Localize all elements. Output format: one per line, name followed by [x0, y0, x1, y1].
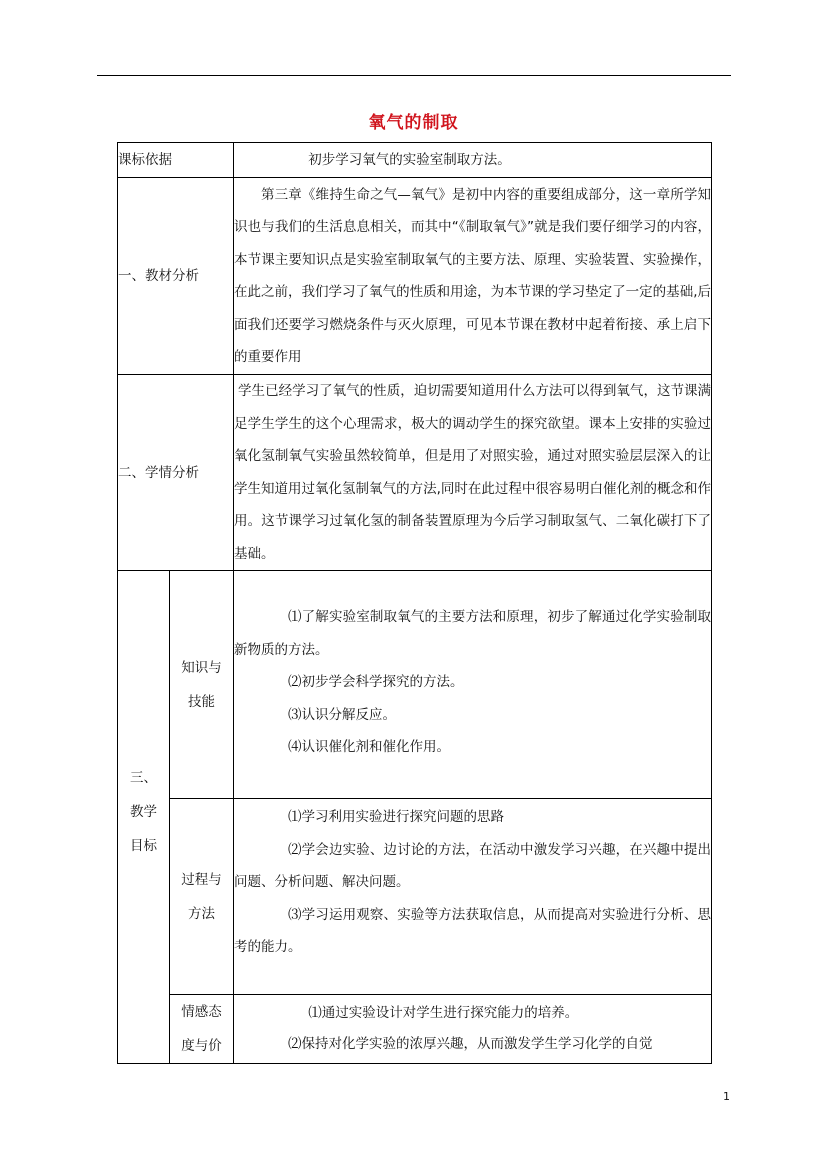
knowledge-item: ⑷认识催化剂和催化作用。 [288, 739, 450, 755]
document-title: 氧气的制取 [368, 113, 459, 133]
knowledge-label-1: 知识与 [181, 659, 222, 676]
table-row-standard [118, 143, 712, 178]
table-row-knowledge [118, 571, 712, 799]
table-row-textbook-analysis [118, 178, 712, 375]
teaching-goals-label-3: 目标 [130, 838, 157, 854]
process-item: ⑴学习利用实验进行探究问题的思路 [288, 809, 504, 825]
table-row-student-analysis [118, 375, 712, 571]
textbook-analysis-text: 第三章《维持生命之气—氧气》是初中内容的重要组成部分，这一章所学知识也与我们的生活息息相关，而其中“《制取氧气》”就是我们要仔细学习的内容，本节课主要知识点是实验室制取氧气的主要方法、原理、实验装置、实验操作，在此之前，我们学习了氧气的性质和用途，为本节课的学习垫定了一定的基础,后面我们还要学习燃烧条件与灭火原理，可见本节课在教材中起着衔接、承上启下的重要作用 [234, 186, 711, 365]
process-label [170, 799, 234, 995]
attitude-label-2: 度与价 [181, 1038, 222, 1054]
attitude-label [170, 995, 234, 1064]
attitude-label-1: 情感态 [181, 1004, 222, 1020]
standard-text: 初步学习氧气的实验室制取方法。 [308, 152, 511, 168]
knowledge-content [234, 571, 712, 799]
teaching-goals-label [118, 571, 170, 1064]
standard-label: 课标依据 [118, 143, 234, 178]
teaching-goals-label-2: 教学 [130, 804, 157, 820]
teaching-goals-label-1: 三、 [130, 770, 157, 786]
process-content [234, 799, 712, 995]
student-analysis-content [234, 375, 712, 571]
knowledge-item: ⑵初步学会科学探究的方法。 [288, 674, 464, 690]
attitude-content [234, 995, 712, 1064]
standard-content [234, 143, 712, 178]
knowledge-item: ⑶认识分解反应。 [288, 706, 396, 723]
process-item: ⑵学会边实验、边讨论的方法，在活动中激发学习兴趣，在兴趣中提出问题、分析问题、解决问题。 [234, 841, 711, 890]
textbook-analysis-label: 一、教材分析 [118, 178, 234, 375]
textbook-analysis-content [234, 178, 712, 375]
attitude-item: ⑵保持对化学实验的浓厚兴趣，从而激发学生学习化学的自觉 [288, 1036, 653, 1052]
student-analysis-label: 二、学情分析 [118, 375, 234, 571]
knowledge-label-2: 技能 [188, 693, 215, 710]
header-rule [97, 75, 731, 76]
process-label-1: 过程与 [181, 871, 222, 888]
student-analysis-text: 学生已经学习了氧气的性质，迫切需要知道用什么方法可以得到氧气，这节课满足学生学生的这个心理需求，极大的调动学生的探究欲望。课本上安排的实验过氧化氢制氧气实验虽然较简单，但是用了对照实验，通过对照实验层层深入的让学生知道用过氧化氢制氧气的方法,同时在此过程中很容易明白催化剂的概念和作用。这节课学习过氧化氢的制备装置原理为今后学习制取氢气、二氧化碳打下了基础。 [234, 383, 711, 562]
table-row-process [118, 799, 712, 995]
table-row-attitude [118, 995, 712, 1064]
page-number: 1 [723, 1090, 730, 1103]
knowledge-item: ⑴了解实验室制取氧气的主要方法和原理，初步了解通过化学实验制取新物质的方法。 [234, 609, 711, 658]
knowledge-label [170, 571, 234, 799]
lesson-plan-table [117, 142, 712, 1064]
attitude-item: ⑴通过实验设计对学生进行探究能力的培养。 [308, 1005, 579, 1021]
process-item: ⑶学习运用观察、实验等方法获取信息，从而提高对实验进行分析、思考的能力。 [234, 906, 711, 955]
process-label-2: 方法 [188, 905, 215, 922]
